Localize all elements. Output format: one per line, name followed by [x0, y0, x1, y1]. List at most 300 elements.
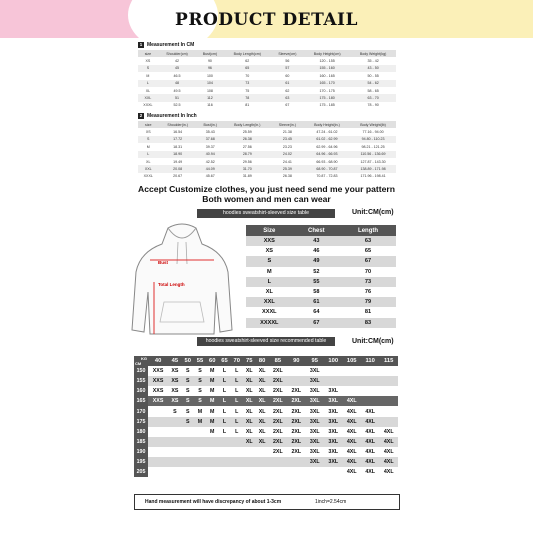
table-cell: M [194, 406, 206, 416]
table-row [138, 128, 396, 135]
table-cell: 70 [245, 73, 250, 78]
kg-header: 115 [379, 356, 398, 366]
table-cell [148, 437, 168, 447]
column-header: Shoulder(cm) [158, 50, 196, 57]
table-cell [148, 406, 168, 416]
table-cell: 160 - 165 [319, 73, 335, 78]
table-cell: M [206, 386, 218, 396]
table-cell [287, 467, 305, 477]
table-cell: XXS [148, 396, 168, 406]
table-cell: 73 [224, 80, 271, 87]
table-cell: S [194, 376, 206, 386]
table-cell [218, 437, 230, 447]
table-cell: 42 [174, 59, 179, 64]
table-cell: 171.96 - 198.41 [360, 174, 386, 179]
cm-header: 185 [134, 437, 148, 447]
table-row [134, 457, 398, 467]
table-cell: 2XL [269, 437, 287, 447]
table-row [134, 396, 398, 406]
kg-header: 50 [182, 356, 194, 366]
table-cell: 4XL [361, 406, 379, 416]
table-cell: 17.72 [159, 136, 197, 143]
inch-measurement-table [138, 121, 396, 180]
table-cell: 20.67 [173, 174, 183, 179]
table-cell: 2XL [287, 437, 305, 447]
table-cell [168, 427, 181, 437]
table-cell [231, 467, 243, 477]
table-cell: 3XL [306, 437, 324, 447]
table-cell: 3XL [306, 417, 324, 427]
table-cell: XL [243, 376, 256, 386]
table-row [134, 467, 398, 477]
table-cell: L [231, 406, 243, 416]
table-cell: 4XL [342, 396, 360, 406]
table-cell [361, 376, 379, 386]
table-cell: XXXXL [246, 318, 293, 328]
rec-table-unit: Unit:CM(cm) [352, 338, 394, 345]
table-cell: 155 - 160 [304, 65, 350, 72]
table-cell [256, 447, 269, 457]
table-cell: 2XL [287, 427, 305, 437]
table-cell: 3XL [306, 366, 324, 376]
table-cell: 63 [271, 94, 304, 101]
table-cell: XL [256, 437, 269, 447]
table-cell: 4XL [379, 427, 398, 437]
table-cell: S [182, 396, 194, 406]
table-cell: 116 [207, 103, 213, 108]
table-row [138, 173, 396, 180]
table-cell [206, 437, 218, 447]
table-cell: XS [168, 386, 181, 396]
table-cell: 2XL [287, 447, 305, 457]
table-cell: 51 [158, 94, 196, 101]
table-cell: XXL [246, 297, 293, 307]
table-cell: 52.5 [173, 103, 181, 108]
table-cell: 67 [340, 256, 396, 266]
kg-header: 85 [269, 356, 287, 366]
table-cell: L [231, 417, 243, 427]
table-cell: 26.38 [224, 136, 271, 143]
table-cell: XL [256, 406, 269, 416]
table-cell: 31.70 [224, 165, 271, 172]
table-cell: 28.79 [224, 151, 271, 158]
section-label: Measurement In Inch [147, 113, 197, 119]
table-cell: 3XL [324, 457, 342, 467]
column-header: Body Height(cm) [304, 50, 350, 57]
table-cell: 104 [196, 80, 224, 87]
section-number: 2 [139, 113, 143, 118]
table-cell [287, 457, 305, 467]
table-cell [342, 376, 360, 386]
table-cell: L [218, 406, 230, 416]
table-cell [168, 437, 181, 447]
table-cell [206, 447, 218, 457]
kg-header: 90 [287, 356, 305, 366]
column-header: Body Height(in.) [304, 121, 350, 128]
column-header: Body Weight(kg) [350, 50, 396, 57]
table-cell: 49.5 [173, 88, 181, 93]
table-cell: XXS [148, 366, 168, 376]
table-cell: 20.08 [159, 165, 197, 172]
table-cell: 67 [285, 103, 290, 108]
table-cell: XXL [138, 165, 159, 172]
table-cell: S [194, 396, 206, 406]
table-cell: 138.89 - 171.98 [350, 165, 396, 172]
customize-banner-line1: Accept Customize clothes, you just need send me your pattern [138, 184, 395, 194]
table-cell: 70 [340, 267, 396, 277]
table-cell: 4XL [379, 447, 398, 457]
discrepancy-note: Hand measurement will have discrepancy of about 1-3cm [145, 499, 282, 505]
table-cell: 18.90 [159, 151, 197, 158]
table-cell: 170 - 175 [319, 88, 335, 93]
table-cell: 83 [340, 318, 396, 328]
table-cell [218, 467, 230, 477]
table-cell: L [218, 427, 230, 437]
column-header: Shoulder(in.) [159, 121, 197, 128]
table-cell: 79 [340, 297, 396, 307]
table-cell [182, 467, 194, 477]
table-cell [342, 386, 360, 396]
table-cell [269, 467, 287, 477]
table-cell: S [182, 366, 194, 376]
table-cell: 4XL [342, 417, 360, 427]
table-cell [182, 447, 194, 457]
table-cell [324, 467, 342, 477]
kg-header: 105 [342, 356, 360, 366]
table-cell: 3XL [306, 406, 324, 416]
table-cell: 3XL [324, 406, 342, 416]
table-cell: 81 [340, 307, 396, 317]
column-header: size [138, 121, 159, 128]
table-cell: 4XL [342, 447, 360, 457]
kg-header: 70 [231, 356, 243, 366]
table-cell: XXL [138, 94, 158, 101]
table-cell: 4XL [342, 427, 360, 437]
table-cell: 127.87 - 143.30 [360, 159, 386, 164]
table-cell: L [138, 80, 158, 87]
table-cell: 2XL [269, 417, 287, 427]
table-row [134, 427, 398, 437]
table-cell: L [218, 396, 230, 406]
table-cell [287, 376, 305, 386]
table-cell: XL [256, 396, 269, 406]
table-cell: 68.90 - 70.87 [304, 165, 350, 172]
table-cell: XXXL [143, 174, 153, 179]
table-cell: XXXL [246, 307, 293, 317]
table-cell: 49 [293, 256, 340, 266]
table-cell: 3XL [324, 427, 342, 437]
table-cell: 4XL [361, 447, 379, 457]
table-cell: 76 [340, 287, 396, 297]
cm-header: 180 [134, 427, 148, 437]
table-cell [168, 467, 181, 477]
table-cell: 112 [196, 94, 224, 101]
table-row [134, 437, 398, 447]
kg-header: 95 [306, 356, 324, 366]
inch-conversion: 1inch=2.54cm [315, 499, 347, 505]
column-header: Body Length(cm) [224, 50, 271, 57]
table-row [138, 158, 396, 165]
column-header: Body Weight(lb) [350, 121, 396, 128]
table-cell: M [194, 417, 206, 427]
table-cell: 58 - 65 [367, 88, 379, 93]
table-row [134, 406, 398, 416]
table-cell: M [146, 73, 150, 78]
rec-table-bar: hoodies sweatshirt-sleeved size recommended table [197, 337, 335, 346]
table-cell: 4XL [379, 437, 398, 447]
table-cell: 40.94 [197, 151, 224, 158]
table-cell: 165 - 170 [304, 80, 350, 87]
table-cell: L [246, 277, 293, 287]
table-cell: 3XL [306, 396, 324, 406]
column-header: Sleeve(in.) [271, 121, 304, 128]
table-cell: 50 - 55 [367, 73, 379, 78]
table-cell: 3XL [306, 386, 324, 396]
table-cell: XL [243, 437, 256, 447]
table-cell: 94.80 - 110.23 [350, 136, 396, 143]
table-cell: XL [145, 88, 151, 93]
table-cell [148, 447, 168, 457]
table-cell: S [168, 406, 181, 416]
column-header: Chest [293, 225, 340, 236]
table-cell: 4XL [361, 457, 379, 467]
table-cell [306, 467, 324, 477]
table-cell: XL [243, 396, 256, 406]
table-cell: 2XL [269, 386, 287, 396]
table-cell: 3XL [324, 417, 342, 427]
table-cell: 81 [245, 103, 250, 108]
table-row [246, 318, 396, 328]
table-cell: 42.52 [205, 159, 215, 164]
table-cell: 4XL [342, 467, 360, 477]
cm-measurement-table [138, 50, 396, 109]
table-cell [269, 457, 287, 467]
table-cell: 63 [340, 236, 396, 246]
inch-section-title [138, 113, 197, 119]
table-row [138, 165, 396, 172]
table-cell: 61.02 - 62.99 [304, 136, 350, 143]
table-cell: 62 [285, 88, 290, 93]
table-cell: 4XL [361, 467, 379, 477]
kg-header: 65 [218, 356, 230, 366]
table-cell: L [218, 376, 230, 386]
table-row [138, 94, 396, 101]
table-cell: 70.87 - 72.83 [316, 174, 338, 179]
table-cell [361, 396, 379, 406]
table-cell: XL [256, 386, 269, 396]
table-cell: 62.99 - 64.96 [316, 144, 338, 149]
table-cell: 29.56 [242, 159, 252, 164]
table-cell: 44.09 [197, 165, 224, 172]
table-cell: 78 [224, 94, 271, 101]
table-cell [148, 417, 168, 427]
table-cell: 24.02 [271, 151, 304, 158]
table-cell [194, 437, 206, 447]
table-cell [194, 467, 206, 477]
table-cell: 31.89 [242, 174, 252, 179]
table-cell: S [182, 376, 194, 386]
table-cell [379, 386, 398, 396]
table-cell: XS [145, 130, 151, 135]
table-cell: 45.67 [205, 174, 215, 179]
column-header: size [138, 50, 158, 57]
table-cell: 25.59 [242, 130, 252, 135]
table-cell [194, 427, 206, 437]
table-cell [379, 396, 398, 406]
table-cell: 100 [206, 73, 213, 78]
table-cell: 52 [293, 267, 340, 277]
table-cell: XS [168, 396, 181, 406]
table-cell: 3XL [306, 447, 324, 457]
table-cell: 26.38 [282, 174, 292, 179]
table-cell: 3XL [324, 437, 342, 447]
table-cell: 4XL [342, 437, 360, 447]
table-cell: S [194, 386, 206, 396]
table-cell: L [231, 396, 243, 406]
table-row [138, 136, 396, 143]
kg-header: 40 [148, 356, 168, 366]
table-cell: L [231, 427, 243, 437]
cm-header: 175 [134, 417, 148, 427]
table-cell: 63 - 70 [350, 94, 396, 101]
table-cell: M [206, 376, 218, 386]
table-cell [168, 447, 181, 457]
table-cell: XXXL [143, 103, 153, 108]
table-cell: 64 [293, 307, 340, 317]
table-row [246, 267, 396, 277]
table-cell: 66.93 - 68.90 [316, 159, 338, 164]
table-cell: 175 - 180 [304, 94, 350, 101]
table-row [246, 246, 396, 256]
table-row [134, 376, 398, 386]
table-cell: S [182, 386, 194, 396]
table-cell: 2XL [269, 376, 287, 386]
kg-header: 75 [243, 356, 256, 366]
table-cell: L [218, 417, 230, 427]
table-row [134, 366, 398, 376]
table-cell [218, 447, 230, 457]
table-cell: 21.38 [282, 130, 292, 135]
table-cell: 2XL [287, 396, 305, 406]
table-row [138, 87, 396, 94]
table-cell: 18.31 [173, 144, 183, 149]
length-label: Total Length [158, 282, 185, 287]
table-cell: 35.43 [205, 130, 215, 135]
table-row [246, 287, 396, 297]
section-number: 1 [139, 42, 143, 47]
cm-header: 170 [134, 406, 148, 416]
column-header: Bust(cm) [196, 50, 224, 57]
table-cell: 78 - 90 [367, 103, 379, 108]
table-cell [256, 457, 269, 467]
kg-header: 45 [168, 356, 181, 366]
table-cell: S [182, 406, 194, 416]
table-cell: M [246, 267, 293, 277]
customize-banner-line2: Both women and men can wear [202, 194, 331, 204]
table-cell: 46 [293, 246, 340, 256]
table-cell: 62 [245, 59, 250, 64]
table-cell: 2XL [269, 396, 287, 406]
table-cell [379, 366, 398, 376]
table-cell: XL [256, 427, 269, 437]
table-cell: 90 [207, 59, 212, 64]
table-cell: 23.23 [282, 144, 292, 149]
table-cell: 54 - 62 [350, 80, 396, 87]
table-cell: M [146, 144, 150, 149]
table-row [138, 102, 396, 109]
table-cell: 35 - 42 [367, 59, 379, 64]
table-cell: 23.45 [271, 136, 304, 143]
table-cell [287, 366, 305, 376]
table-cell: 4XL [361, 437, 379, 447]
table-cell: 77.16 - 94.00 [362, 130, 384, 135]
table-cell: XL [246, 287, 293, 297]
table-cell: 75 [245, 88, 250, 93]
table-cell: 61 [271, 80, 304, 87]
table-cell: M [206, 396, 218, 406]
table-cell: XL [243, 366, 256, 376]
cm-header: 205 [134, 467, 148, 477]
table-row [246, 277, 396, 287]
cm-label: CM [135, 361, 142, 367]
table-cell: XS [145, 59, 151, 64]
table-cell [379, 417, 398, 427]
table-row [138, 72, 396, 79]
recommended-size-table [134, 356, 398, 477]
table-cell: XL [146, 159, 151, 164]
table-cell: XL [243, 417, 256, 427]
table-cell: 43 [293, 236, 340, 246]
table-cell: L [218, 366, 230, 376]
header-banner [0, 0, 533, 38]
table-cell: 46.5 [173, 73, 181, 78]
hoodie-size-table [246, 225, 396, 328]
table-cell [243, 447, 256, 457]
kg-header: 60 [206, 356, 218, 366]
cm-section-title [138, 42, 194, 48]
table-cell: 4XL [379, 467, 398, 477]
table-cell: 175 - 185 [319, 103, 335, 108]
table-cell: XS [168, 366, 181, 376]
table-cell: 48 [158, 80, 196, 87]
table-cell [194, 457, 206, 467]
table-cell: 73 [340, 277, 396, 287]
bust-label: Bust [158, 260, 168, 265]
table-cell: 3XL [324, 396, 342, 406]
table-cell: L [231, 366, 243, 376]
page-title: PRODUCT DETAIL [175, 10, 358, 30]
table-cell [342, 366, 360, 376]
table-cell [361, 366, 379, 376]
cm-header: 150 [134, 366, 148, 376]
table-cell [379, 406, 398, 416]
kg-header: 100 [324, 356, 342, 366]
table-cell [243, 467, 256, 477]
table-cell: XS [246, 246, 293, 256]
column-header: Sleeve(cm) [271, 50, 304, 57]
table-cell: 120 - 155 [319, 59, 335, 64]
table-cell: 25.39 [271, 165, 304, 172]
table-cell: S [246, 256, 293, 266]
column-header: Length [340, 225, 396, 236]
table-cell: S [194, 366, 206, 376]
table-cell: 57 [271, 65, 304, 72]
table-cell [361, 386, 379, 396]
table-cell: 47.24 - 61.02 [316, 130, 338, 135]
table-cell [231, 457, 243, 467]
table-cell: XL [256, 366, 269, 376]
table-cell [324, 376, 342, 386]
